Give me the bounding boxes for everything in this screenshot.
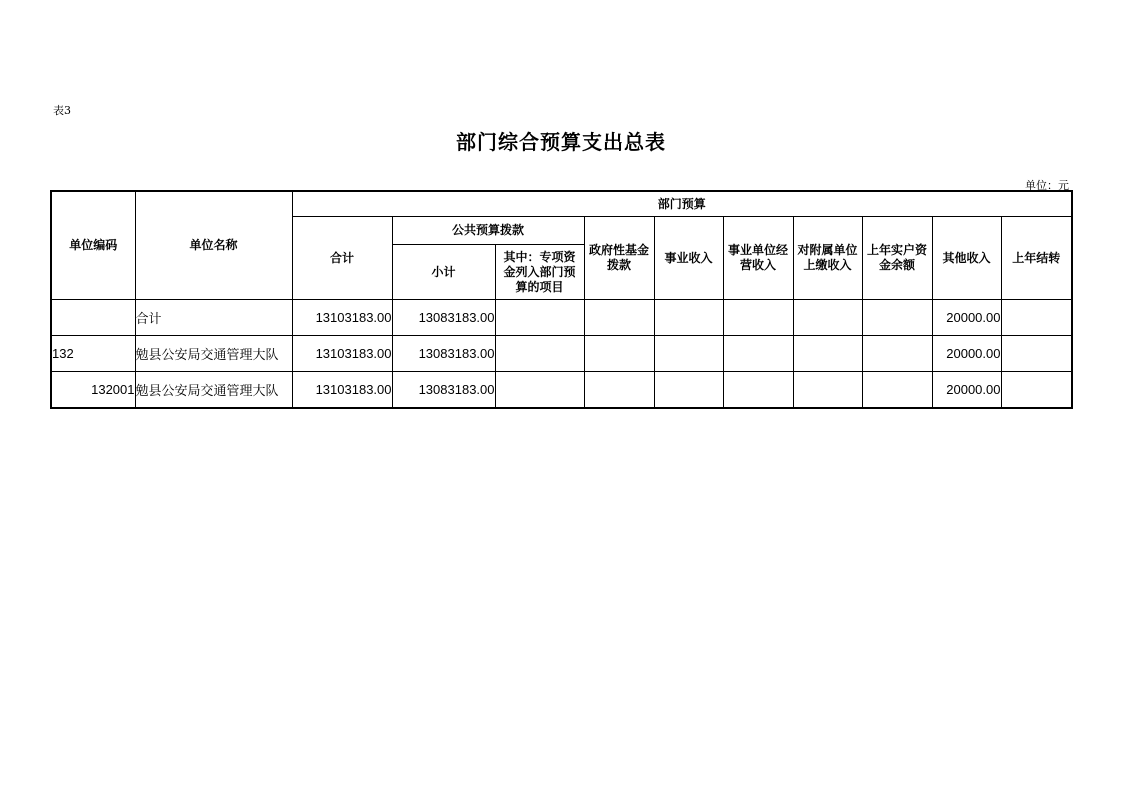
table-number: 表3: [53, 104, 71, 117]
cell-gov-fund: [584, 300, 654, 336]
cell-carryover: [1001, 300, 1072, 336]
cell-affiliated: [793, 300, 862, 336]
cell-balance: [862, 336, 932, 372]
header-gov-fund: 政府性基金拨款: [584, 217, 654, 300]
header-total: 合计: [292, 217, 392, 300]
cell-subtotal: 13083183.00: [392, 336, 495, 372]
cell-special: [495, 300, 584, 336]
table-row: [51, 372, 1072, 409]
cell-carryover: [1001, 372, 1072, 409]
cell-business: [654, 372, 723, 409]
cell-total: 13103183.00: [292, 300, 392, 336]
cell-business: [654, 300, 723, 336]
cell-other: 20000.00: [932, 300, 1001, 336]
cell-operating: [723, 300, 793, 336]
header-business-income: 事业收入: [654, 217, 723, 300]
cell-balance: [862, 300, 932, 336]
header-subtotal: 小计: [392, 245, 495, 300]
header-affiliated-income: 对附属单位上缴收入: [793, 217, 862, 300]
cell-name: 合计: [135, 300, 292, 336]
cell-name: 勉县公安局交通管理大队: [135, 372, 292, 409]
cell-code: [51, 300, 135, 336]
cell-carryover: [1001, 336, 1072, 372]
budget-table: [50, 190, 1073, 409]
cell-business: [654, 336, 723, 372]
cell-subtotal: 13083183.00: [392, 372, 495, 409]
cell-special: [495, 372, 584, 409]
cell-code: 132: [51, 336, 135, 372]
cell-total: 13103183.00: [292, 336, 392, 372]
header-public-budget: 公共预算拨款: [392, 217, 584, 245]
cell-operating: [723, 336, 793, 372]
cell-operating: [723, 372, 793, 409]
cell-other: 20000.00: [932, 372, 1001, 409]
header-unit-name: 单位名称: [135, 191, 292, 300]
header-operating-income: 事业单位经营收入: [723, 217, 793, 300]
cell-name: 勉县公安局交通管理大队: [135, 336, 292, 372]
table-row: [51, 336, 1072, 372]
cell-code: 132001: [51, 372, 135, 409]
table-row: [51, 300, 1072, 336]
cell-gov-fund: [584, 336, 654, 372]
unit-label: 单位：元: [1025, 179, 1069, 192]
cell-other: 20000.00: [932, 336, 1001, 372]
cell-affiliated: [793, 372, 862, 409]
cell-balance: [862, 372, 932, 409]
header-dept-budget: 部门预算: [292, 191, 1072, 217]
cell-subtotal: 13083183.00: [392, 300, 495, 336]
cell-affiliated: [793, 336, 862, 372]
cell-gov-fund: [584, 372, 654, 409]
cell-total: 13103183.00: [292, 372, 392, 409]
cell-special: [495, 336, 584, 372]
header-other-income: 其他收入: [932, 217, 1001, 300]
page-title: 部门综合预算支出总表: [456, 130, 666, 154]
header-prev-carryover: 上年结转: [1001, 217, 1072, 300]
header-unit-code: 单位编码: [51, 191, 135, 300]
header-prev-balance: 上年实户资金余额: [862, 217, 932, 300]
header-special-funds: 其中：专项资金列入部门预算的项目: [495, 245, 584, 300]
